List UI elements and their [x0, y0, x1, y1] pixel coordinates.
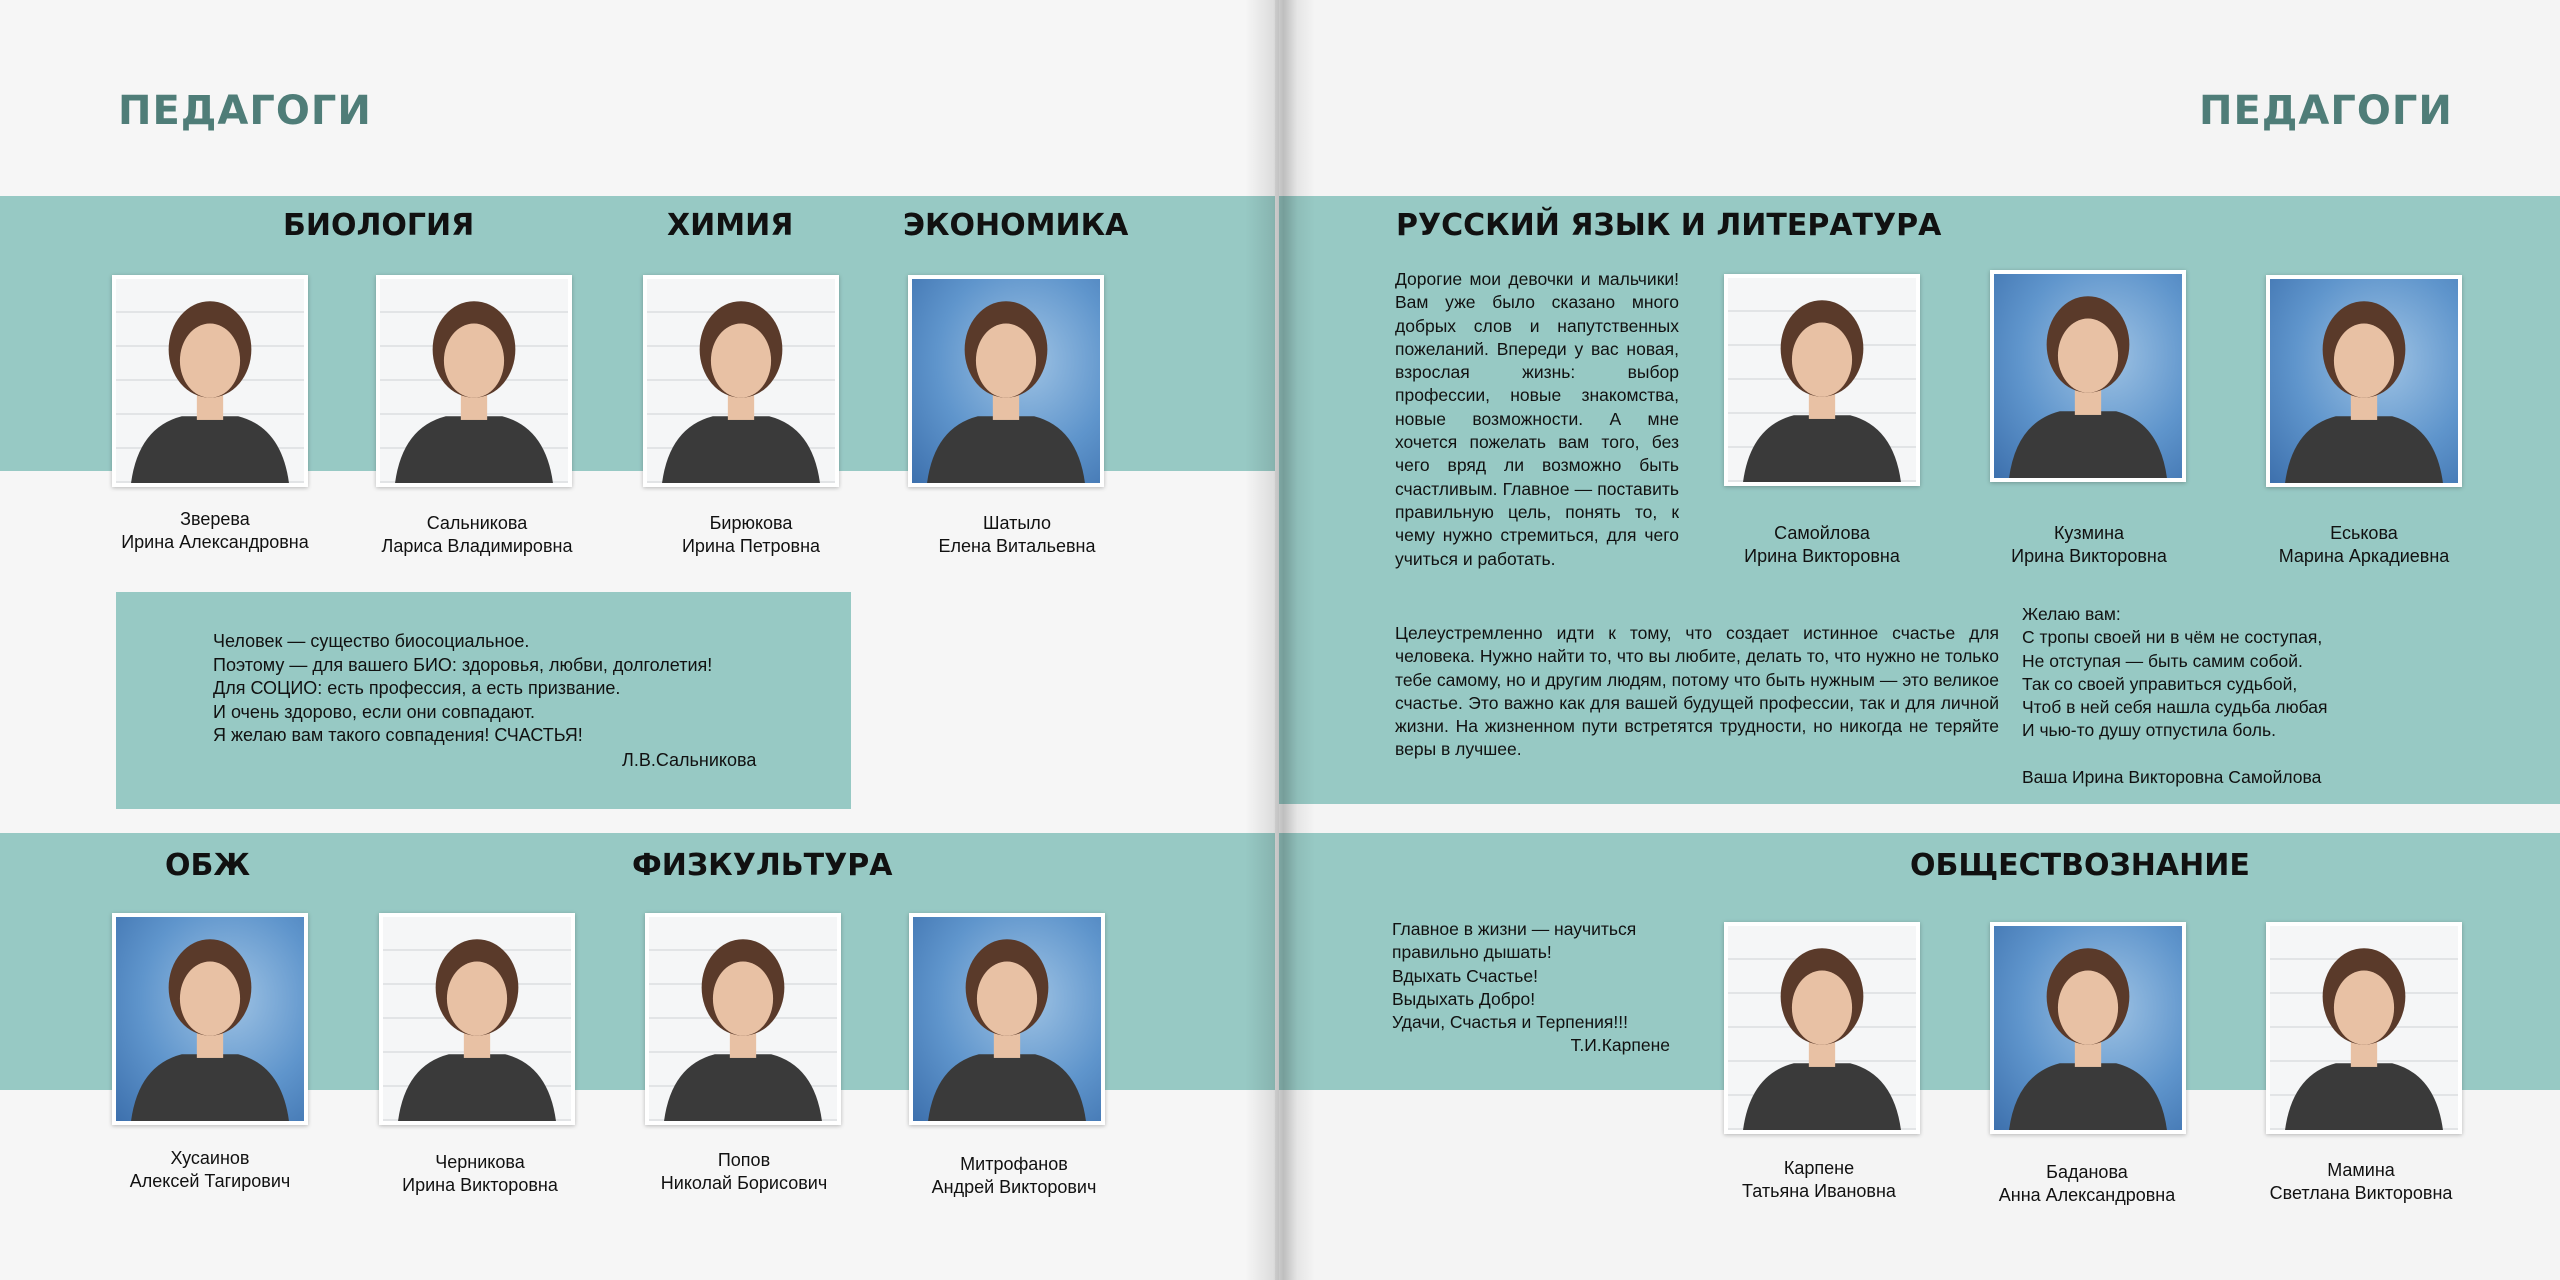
teacher-caption	[621, 512, 881, 558]
portrait-illustration	[380, 279, 568, 483]
teacher-caption	[80, 1147, 340, 1193]
teacher-surname: Митрофанов	[960, 1154, 1068, 1174]
teacher-given-name: Марина Аркадиевна	[2278, 546, 2450, 566]
portrait-illustration	[2270, 926, 2458, 1130]
social-quote-line: Вдыхать Счастье!	[1392, 965, 1538, 986]
teacher-given-name: Елена Витальевна	[938, 536, 1096, 556]
teacher-given-name: Светлана Викторовна	[2269, 1183, 2453, 1203]
teacher-surname: Хусаинов	[170, 1148, 250, 1168]
quote-signature: Л.В.Сальникова	[622, 750, 757, 770]
portrait-body	[395, 416, 553, 483]
portrait-body	[2009, 1063, 2167, 1130]
portrait-face	[2058, 971, 2118, 1045]
teacher-photo	[2266, 922, 2462, 1134]
portrait-body	[2009, 411, 2167, 478]
portrait-body	[927, 416, 1085, 483]
portrait-illustration	[647, 279, 835, 483]
teacher-photo	[643, 275, 839, 487]
subject-obzh: ОБЖ	[165, 848, 251, 883]
portrait-face	[977, 962, 1037, 1036]
wish-line: Не отступая — быть самим собой.	[2022, 650, 2303, 671]
portrait-face	[713, 962, 773, 1036]
portrait-face	[447, 962, 507, 1036]
teacher-given-name: Ирина Викторовна	[2011, 546, 2167, 566]
portrait-face	[2058, 319, 2118, 393]
portrait-illustration	[912, 279, 1100, 483]
teacher-surname: Сальникова	[426, 513, 528, 533]
portrait-illustration	[383, 917, 571, 1121]
quote-text	[213, 630, 813, 748]
right-page	[1279, 0, 2560, 1280]
teacher-caption	[1692, 522, 1952, 568]
subject-biology: БИОЛОГИЯ	[283, 208, 475, 243]
teacher-surname: Кузмина	[2053, 523, 2125, 543]
teacher-given-name: Ирина Викторовна	[1744, 546, 1900, 566]
teacher-surname: Зверева	[180, 509, 250, 529]
teacher-given-name: Николай Борисович	[660, 1173, 828, 1193]
portrait-illustration	[649, 917, 837, 1121]
teacher-caption	[2234, 522, 2494, 568]
teacher-given-name: Алексей Тагирович	[129, 1171, 291, 1191]
teacher-photo	[1990, 922, 2186, 1134]
portrait-body	[1743, 415, 1901, 482]
teacher-surname: Самойлова	[1774, 523, 1870, 543]
teacher-surname: Бирюкова	[709, 513, 793, 533]
teacher-given-name: Анна Александровна	[1998, 1185, 2176, 1205]
teacher-given-name: Ирина Викторовна	[402, 1175, 558, 1195]
subject-pe: ФИЗКУЛЬТУРА	[632, 848, 893, 883]
quote-line: И очень здорово, если они совпадают.	[213, 701, 536, 722]
subject-social: ОБЩЕСТВОЗНАНИЕ	[1910, 848, 2250, 883]
teacher-caption	[614, 1149, 874, 1195]
wish-line: С тропы своей ни в чём не соступая,	[2022, 627, 2323, 648]
teacher-caption	[1957, 1161, 2217, 1207]
wish-block	[2022, 603, 2482, 789]
portrait-face	[2334, 324, 2394, 398]
portrait-face	[1792, 323, 1852, 397]
teacher-photo	[1990, 270, 2186, 482]
social-quote	[1392, 918, 1682, 1058]
wish-line: Чтоб в ней себя нашла судьба любая	[2022, 697, 2328, 718]
teacher-photo	[112, 913, 308, 1125]
teacher-given-name: Татьяна Ивановна	[1742, 1181, 1896, 1201]
subject-economics: ЭКОНОМИКА	[903, 208, 1129, 243]
portrait-body	[131, 1054, 289, 1121]
page-heading: ПЕДАГОГИ	[118, 88, 372, 134]
teacher-given-name: Лариса Владимировна	[381, 536, 573, 556]
quote-line: Поэтому — для вашего БИО: здоровья, любви, долголетия!	[213, 654, 713, 675]
page-heading: ПЕДАГОГИ	[2199, 88, 2453, 134]
teacher-photo	[1724, 922, 1920, 1134]
teacher-caption	[884, 1153, 1144, 1199]
portrait-face	[180, 962, 240, 1036]
wish-line: И чью-то душу отпустила боль.	[2022, 720, 2276, 741]
quote-line: Для СОЦИО: есть профессия, а есть призвание.	[213, 678, 621, 698]
quote-line: Человек — существо биосоциальное.	[213, 631, 530, 651]
portrait-illustration	[1994, 274, 2182, 478]
teacher-surname: Мамина	[2327, 1160, 2395, 1180]
teacher-photo	[2266, 275, 2462, 487]
russian-text-column: Дорогие мои девочки и мальчики! Вам уже было сказано много добрых слов и напутственных пожеланий. Впереди у вас новая, взрослая жизнь: выбор профессии, новые знакомства, новые возможности. А мне хочется пожелать вам того, без чего вряд ли возможно быть счастливым. Главное — поставить правильную цель, понять то, к чему нужно стремиться, для чего учиться и работать.	[1395, 269, 1679, 569]
portrait-body	[131, 416, 289, 483]
social-quote-line: Выдыхать Добро!	[1392, 988, 1536, 1009]
teacher-caption	[1689, 1157, 1949, 1203]
teacher-photo	[112, 275, 308, 487]
wish-title: Желаю вам:	[2022, 604, 2121, 624]
portrait-body	[928, 1054, 1086, 1121]
social-quote-signature: Т.И.Карпене	[1570, 1035, 1670, 1056]
teacher-surname: Черникова	[435, 1152, 525, 1172]
portrait-body	[662, 416, 820, 483]
teacher-photo	[645, 913, 841, 1125]
portrait-illustration	[913, 917, 1101, 1121]
teacher-caption	[887, 512, 1147, 558]
teacher-given-name: Ирина Петровна	[681, 536, 821, 556]
social-quote-line: Удачи, Счастья и Терпения!!!	[1392, 1012, 1628, 1033]
teacher-photo	[1724, 274, 1920, 486]
subject-russian: РУССКИЙ ЯЗЫК И ЛИТЕРАТУРА	[1396, 208, 1942, 243]
portrait-illustration	[116, 279, 304, 483]
teacher-caption	[1959, 522, 2219, 568]
social-quote-line: Главное в жизни — научиться	[1392, 919, 1637, 939]
portrait-illustration	[1728, 926, 1916, 1130]
teacher-surname: Еськова	[2330, 523, 2398, 543]
teacher-caption	[85, 508, 345, 554]
portrait-face	[180, 324, 240, 398]
teacher-surname: Попов	[717, 1150, 771, 1170]
quote-box	[116, 592, 851, 809]
portrait-face	[444, 324, 504, 398]
quote-line: Я желаю вам такого совпадения! СЧАСТЬЯ!	[213, 725, 583, 745]
teacher-photo	[379, 913, 575, 1125]
portrait-face	[711, 324, 771, 398]
teacher-photo	[908, 275, 1104, 487]
teacher-given-name: Ирина Александровна	[121, 532, 309, 552]
portrait-face	[2334, 971, 2394, 1045]
subject-chemistry: ХИМИЯ	[667, 208, 794, 243]
teacher-caption	[350, 1151, 610, 1197]
portrait-face	[976, 324, 1036, 398]
portrait-body	[2285, 1063, 2443, 1130]
left-page	[0, 0, 1275, 1280]
portrait-illustration	[2270, 279, 2458, 483]
teacher-given-name: Андрей Викторович	[931, 1177, 1097, 1197]
teacher-caption	[347, 512, 607, 558]
portrait-illustration	[116, 917, 304, 1121]
teacher-caption	[2231, 1159, 2491, 1205]
book-spine-shadow	[1245, 0, 1315, 1280]
teacher-photo	[909, 913, 1105, 1125]
teacher-surname: Шатыло	[982, 513, 1051, 533]
wish-signature: Ваша Ирина Викторовна Самойлова	[2022, 766, 2322, 787]
portrait-body	[2285, 416, 2443, 483]
portrait-face	[1792, 971, 1852, 1045]
teacher-surname: Карпене	[1783, 1158, 1855, 1178]
portrait-illustration	[1994, 926, 2182, 1130]
portrait-body	[1743, 1063, 1901, 1130]
russian-text-wide: Целеустремленно идти к тому, что создает истинное счастье для человека. Нужно найти то, что вы любите, делать то, что нужно не только тебе самому, но и другим людям, потому что быть нужным — это великое счастье. Это важно как для вашей будущей профессии, так и для личной жизни. На жизненном пути встретятся трудности, но никогда не теряйте веры в лучшее.	[1395, 623, 1999, 760]
wish-line: Так со своей управиться судьбой,	[2022, 673, 2298, 694]
teacher-photo	[376, 275, 572, 487]
social-quote-line: правильно дышать!	[1392, 942, 1552, 963]
teacher-surname: Баданова	[2046, 1162, 2128, 1182]
portrait-body	[398, 1054, 556, 1121]
portrait-body	[664, 1054, 822, 1121]
portrait-illustration	[1728, 278, 1916, 482]
